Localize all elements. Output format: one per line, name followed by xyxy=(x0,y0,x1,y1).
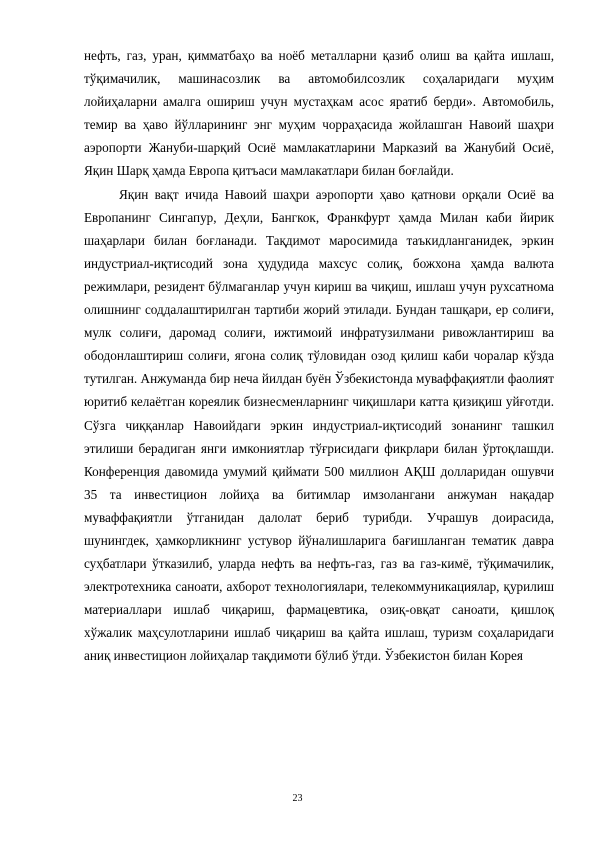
document-body xyxy=(84,44,554,668)
paragraph-continuation: нефть, газ, уран, қимматбаҳо ва ноёб металларни қазиб олиш ва қайта ишлаш, тўқимачилик, машинасозлик ва автомобилсозлик соҳаларидаги муҳим лойиҳаларни амалга ошириш учун мустаҳкам асос яратиб берди». Автомобиль, темир ва ҳаво йўлларининг энг муҳим чорраҳасида жойлашган Навоий шаҳри аэропорти Жануби-шарқий Осиё мамлакатларини Марказий ва Жанубий Осиё, Яқин Шарқ ҳамда Европа қитъаси мамлакатлари билан боғлайди. xyxy=(84,48,554,179)
page-number: 23 xyxy=(292,793,303,804)
paragraph-airport: Яқин вақт ичида Навоий шаҳри аэропорти ҳаво қатнови орқали Осиё ва Европанинг Сингапур, Деҳли, Бангкок, Франкфурт ҳамда Милан каби йирик шаҳарлари билан боғланади. Тақдимот маросимида таъкидланганидек, эркин индустриал-иқтисодий зона ҳудудида махсус солиқ, божхона ҳамда валюта режимлари, резидент бўлмаганлар учун кириш ва чиқиш, ишлаш учун рухсатнома олишнинг соддалаштирилган тартиби жорий этилади. Бундан ташқари, ер солиғи, мулк солиғи, даромад солиғи, ижтимоий инфратузилмани ривожлантириш ва ободонлаштириш солиғи, ягона солиқ тўловидан озод қилиш каби чоралар кўзда тутилган. Анжуманда бир неча йилдан буён Ўзбекистонда муваффақиятли фаолият юритиб келаётган кореялик бизнесменларнинг чиқишлари катта қизиқиш уйғотди. Сўзга чиққанлар Навоийдаги эркин индустриал-иқтисодий зонанинг ташкил этилиши берадиган янги имкониятлар тўғрисидаги фикрлари билан ўртоқлашди. Конференция давомида умумий қиймати 500 миллион АҚШ долларидан ошувчи 35 та инвестицион лойиҳа ва битимлар имзолангани анжуман нақадар муваффақиятли ўтганидан далолат бериб турибди. Учрашув доирасида, шунингдек, ҳамкорликнинг устувор йўналишларига бағишланган тематик давра суҳбатлари ўтказилиб, уларда нефть ва нефть-газ, газ ва газ-кимё, тўқимачилик, электротехника саноати, ахборот технологиялари, телекоммуникациялар, қурилиш материаллари ишлаб чиқариш, фармацевтика, озиқ-овқат саноати, қишлоқ хўжалик маҳсулотларини ишлаб чиқариш ва қайта ишлаш, туризм соҳаларидаги аниқ инвестицион лойиҳалар тақдимоти бўлиб ўтди. Ўзбекистон билан Корея xyxy=(84,186,554,664)
